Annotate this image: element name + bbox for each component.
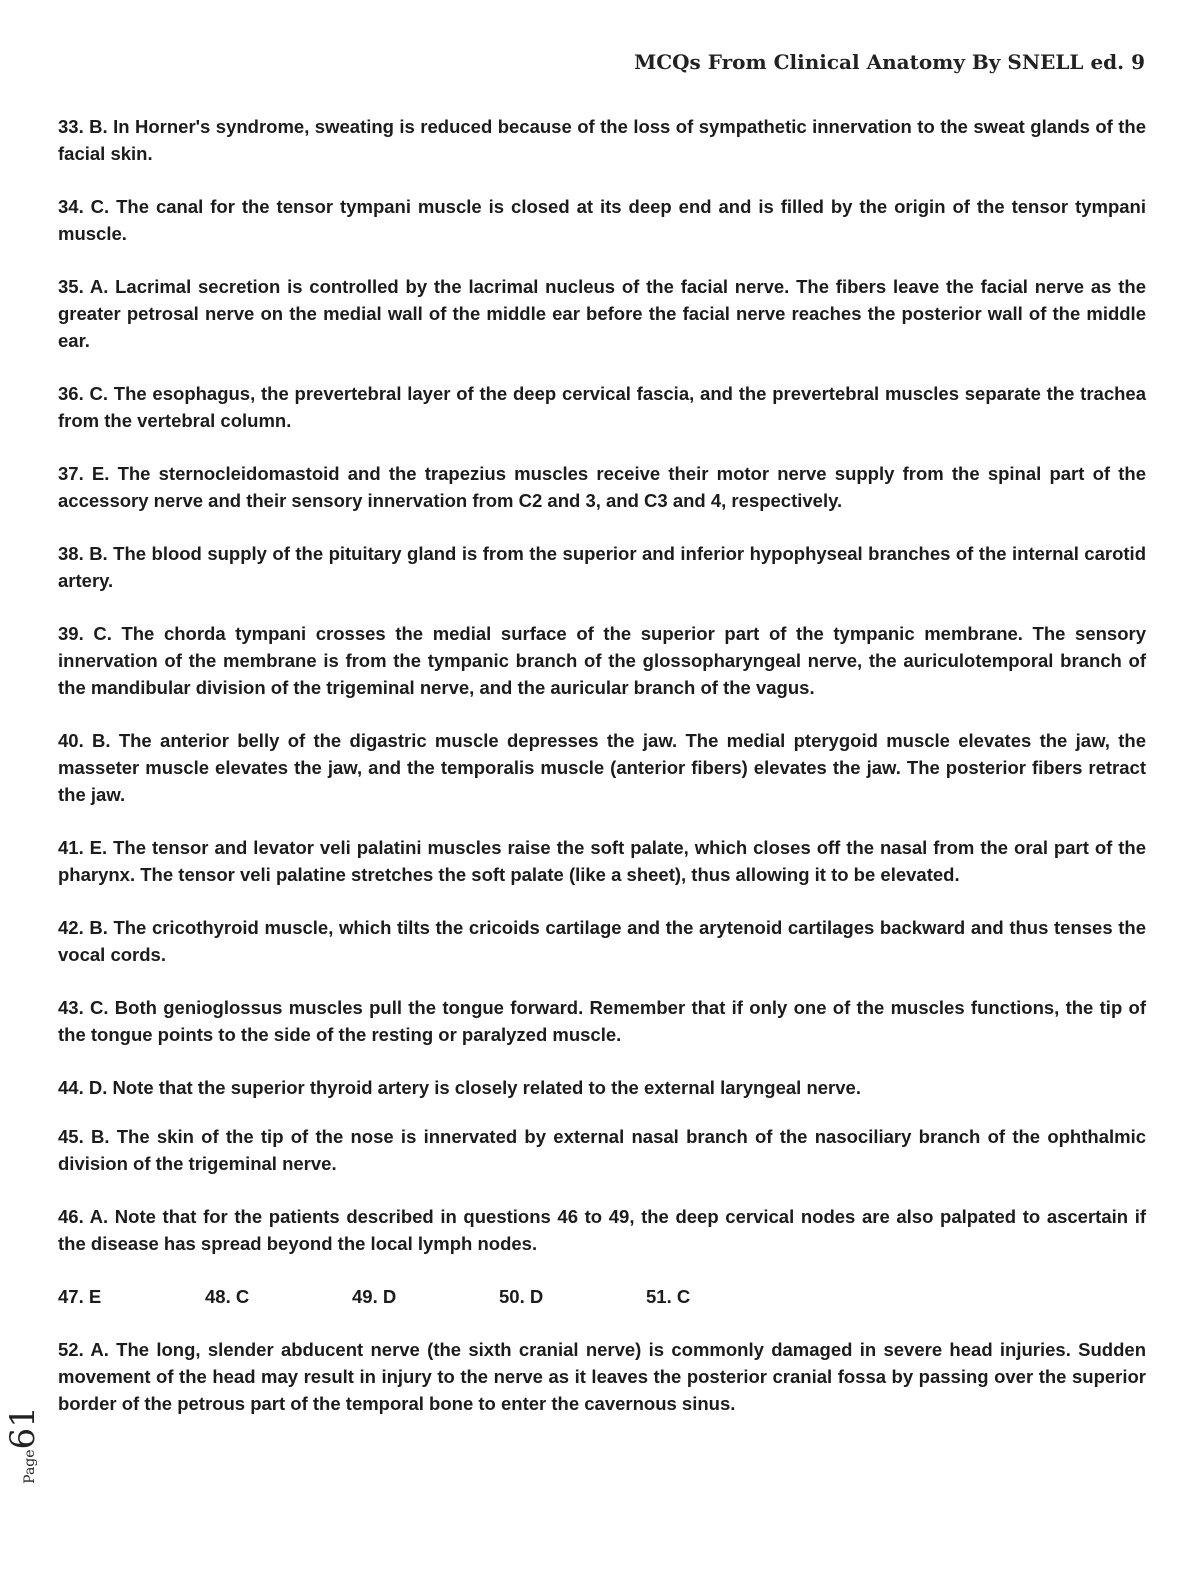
- answer-40: 40. B. The anterior belly of the digastric muscle depresses the jaw. The medial pterygoid muscle elevates the jaw, the masseter muscle elevates the jaw, and the temporalis muscle (anterior fibers) elevates the jaw. The posterior fibers retract the jaw.: [58, 730, 1146, 805]
- answer-35: 35. A. Lacrimal secretion is controlled by the lacrimal nucleus of the facial nerve. The fibers leave the facial nerve as the greater petrosal nerve on the medial wall of the middle ear before the facial nerve reaches the posterior wall of the middle ear.: [58, 276, 1146, 351]
- answer-49: 49. D: [352, 1286, 397, 1307]
- short-answers-row: [58, 1283, 1146, 1310]
- answer-41: 41. E. The tensor and levator veli palatini muscles raise the soft palate, which closes off the nasal from the oral part of the pharynx. The tensor veli palatine stretches the soft palate (like a sheet), thus allowing it to be elevated.: [58, 837, 1146, 885]
- answer-45: 45. B. The skin of the tip of the nose is innervated by external nasal branch of the nasociliary branch of the ophthalmic division of the trigeminal nerve.: [58, 1126, 1146, 1174]
- answer-33: 33. B. In Horner's syndrome, sweating is reduced because of the loss of sympathetic innervation to the sweat glands of the facial skin.: [58, 116, 1146, 164]
- answer-51: 51. C: [646, 1286, 691, 1307]
- page-word: Page: [22, 1449, 38, 1484]
- answer-content: [58, 113, 1146, 1443]
- answer-39: 39. C. The chorda tympani crosses the medial surface of the superior part of the tympanic membrane. The sensory innervation of the membrane is from the tympanic branch of the glossopharyngeal nerve, the auriculotemporal branch of the mandibular division of the trigeminal nerve, and the auricular branch of the vagus.: [58, 623, 1146, 698]
- page-number-label: [3, 1397, 43, 1493]
- answer-48: 48. C: [205, 1286, 250, 1307]
- answer-52: 52. A. The long, slender abducent nerve (the sixth cranial nerve) is commonly damaged in severe head injuries. Sudden movement of the head may result in injury to the nerve as it leaves the posterior cranial fossa by passing over the superior border of the petrous part of the temporal bone to enter the cavernous sinus.: [58, 1339, 1146, 1414]
- answer-42: 42. B. The cricothyroid muscle, which tilts the cricoids cartilage and the arytenoid cartilages backward and thus tenses the vocal cords.: [58, 917, 1146, 965]
- answer-47: 47. E: [58, 1286, 102, 1307]
- page-number: 61: [3, 1406, 43, 1450]
- answer-46: 46. A. Note that for the patients described in questions 46 to 49, the deep cervical nodes are also palpated to ascertain if the disease has spread beyond the local lymph nodes.: [58, 1206, 1146, 1254]
- answer-43: 43. C. Both genioglossus muscles pull the tongue forward. Remember that if only one of the muscles functions, the tip of the tongue points to the side of the resting or paralyzed muscle.: [58, 997, 1146, 1045]
- document-title: MCQs From Clinical Anatomy By SNELL ed. 9: [634, 50, 1145, 74]
- answer-36: 36. C. The esophagus, the prevertebral layer of the deep cervical fascia, and the prevertebral muscles separate the trachea from the vertebral column.: [58, 383, 1146, 431]
- answer-34: 34. C. The canal for the tensor tympani muscle is closed at its deep end and is filled by the origin of the tensor tympani muscle.: [58, 196, 1146, 244]
- answer-37: 37. E. The sternocleidomastoid and the trapezius muscles receive their motor nerve supply from the spinal part of the accessory nerve and their sensory innervation from C2 and 3, and C3 and 4, respectively.: [58, 463, 1146, 511]
- answer-50: 50. D: [499, 1286, 544, 1307]
- answer-44: 44. D. Note that the superior thyroid artery is closely related to the external laryngeal nerve.: [58, 1077, 861, 1098]
- answer-38: 38. B. The blood supply of the pituitary gland is from the superior and inferior hypophyseal branches of the internal carotid artery.: [58, 543, 1146, 591]
